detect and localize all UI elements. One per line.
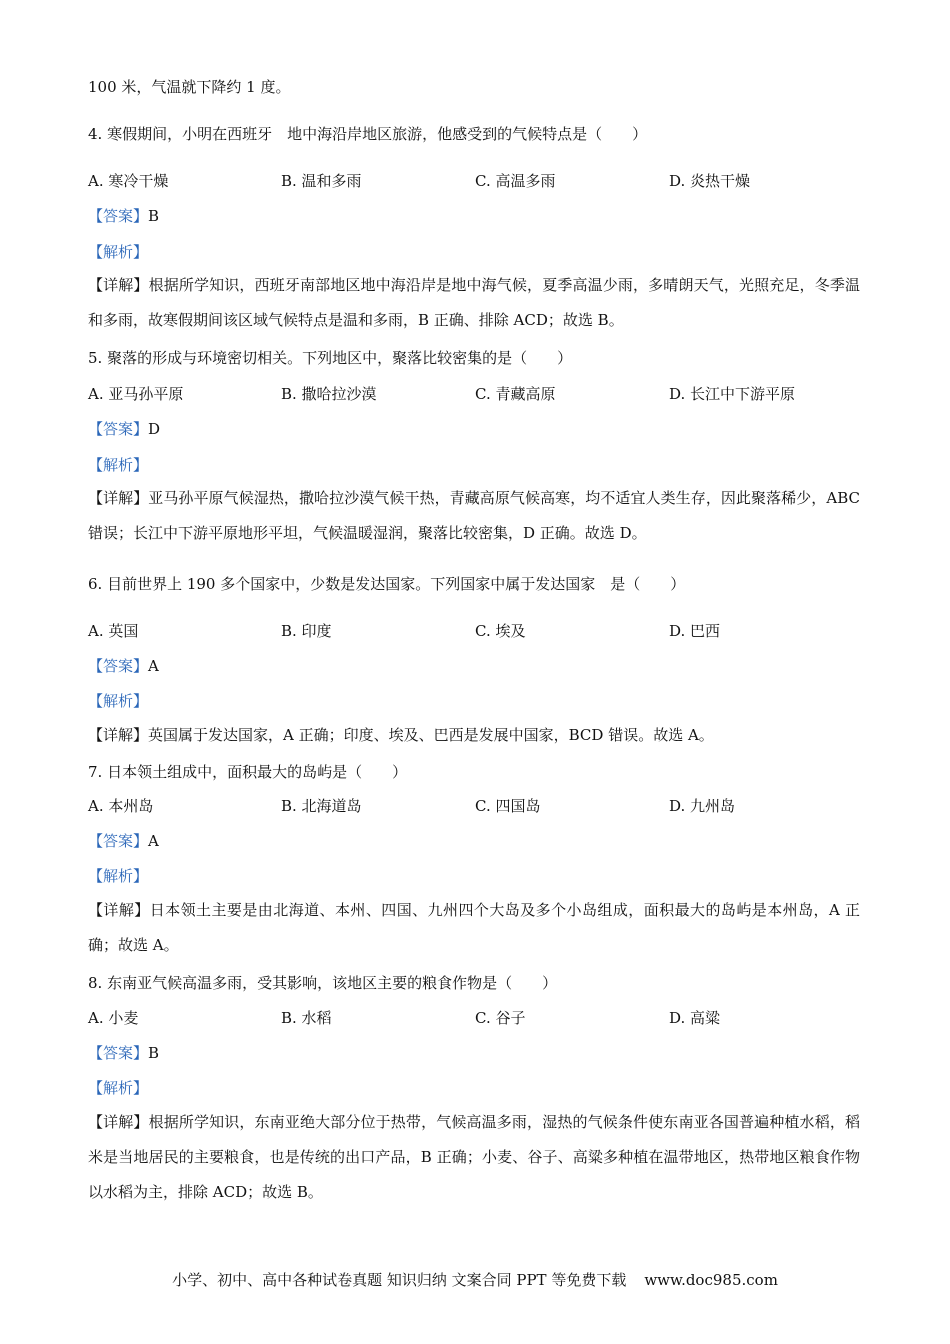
detail-tag: 【详解】 <box>88 726 149 744</box>
question-stem: 7. 日本领土组成中，面积最大的岛屿是（ ） <box>88 763 408 781</box>
option-b: B. 北海道岛 <box>281 797 362 815</box>
option-c: C. 青藏高原 <box>475 385 556 403</box>
answer-value: B <box>148 207 160 225</box>
options-row <box>88 171 868 191</box>
options-row <box>88 384 868 404</box>
option-a: A. 本州岛 <box>88 797 154 815</box>
answer-tag: 【答案】 <box>88 420 149 438</box>
option-b: B. 撒哈拉沙漠 <box>281 385 377 403</box>
answer-line <box>88 831 862 851</box>
page-footer <box>0 1270 950 1290</box>
options-row <box>88 796 868 816</box>
option-c: C. 埃及 <box>475 622 526 640</box>
detail-text: 日本领土主要是由北海道、本州、四国、九州四个大岛及多个小岛组成，面积最大的岛屿是本州岛，A 正确；故选 A。 <box>88 901 860 954</box>
option-d: D. 巴西 <box>669 622 721 640</box>
option-a: A. 英国 <box>88 622 139 640</box>
answer-line <box>88 656 862 676</box>
option-c: C. 四国岛 <box>475 797 541 815</box>
top-line: 100 米，气温就下降约 1 度。 <box>88 78 291 96</box>
answer-value: A <box>148 832 159 850</box>
answer-line <box>88 206 862 226</box>
answer-tag: 【答案】 <box>88 832 149 850</box>
footer-url[interactable]: www.doc985.com <box>644 1271 778 1289</box>
detail-text: 根据所学知识，西班牙南部地区地中海沿岸是地中海气候，夏季高温少雨，多晴朗天气，光照充足，冬季温和多雨，故寒假期间该区域气候特点是温和多雨，B 正确、排除 ACD；故选 B。 <box>88 276 860 329</box>
question-stem: 5. 聚落的形成与环境密切相关。下列地区中，聚落比较密集的是（ ） <box>88 349 573 367</box>
option-d: D. 九州岛 <box>669 797 736 815</box>
question-stem: 8. 东南亚气候高温多雨，受其影响，该地区主要的粮食作物是（ ） <box>88 974 558 992</box>
options-row <box>88 621 868 641</box>
footer-text: 小学、初中、高中各种试卷真题 知识归纳 文案合同 PPT 等免费下载 <box>172 1271 627 1289</box>
detail-paragraph <box>88 1105 860 1210</box>
detail-text: 亚马孙平原气候湿热，撒哈拉沙漠气候干热，青藏高原气候高寒，均不适宜人类生存，因此聚落稀少，ABC 错误；长江中下游平原地形平坦，气候温暖湿润，聚落比较密集，D 正确。故选 D。 <box>88 489 860 542</box>
answer-value: B <box>148 1044 160 1062</box>
analysis-tag: 【解析】 <box>88 243 149 261</box>
answer-tag: 【答案】 <box>88 657 149 675</box>
analysis-tag: 【解析】 <box>88 692 149 710</box>
detail-paragraph <box>88 718 860 753</box>
option-c: C. 高温多雨 <box>475 172 556 190</box>
question-stem: 4. 寒假期间，小明在西班牙 地中海沿岸地区旅游，他感受到的气候特点是（ ） <box>88 125 648 143</box>
detail-tag: 【详解】 <box>88 1113 149 1131</box>
detail-tag: 【详解】 <box>88 901 150 919</box>
answer-value: D <box>148 420 161 438</box>
detail-text: 根据所学知识，东南亚绝大部分位于热带，气候高温多雨，湿热的气候条件使东南亚各国普遍种植水稻，稻米是当地居民的主要粮食，也是传统的出口产品，B 正确；小麦、谷子、高粱多种植在温带地区，热带地区粮食作物以水稻为主，排除 ACD；故选 B。 <box>88 1113 860 1201</box>
detail-paragraph <box>88 268 860 338</box>
option-a: A. 小麦 <box>88 1009 139 1027</box>
option-b: B. 印度 <box>281 622 332 640</box>
option-b: B. 水稻 <box>281 1009 332 1027</box>
detail-tag: 【详解】 <box>88 276 149 294</box>
detail-paragraph <box>88 481 860 551</box>
question-stem: 6. 目前世界上 190 多个国家中，少数是发达国家。下列国家中属于发达国家 是（ ） <box>88 575 686 593</box>
options-row <box>88 1008 868 1028</box>
answer-tag: 【答案】 <box>88 1044 149 1062</box>
detail-tag: 【详解】 <box>88 489 149 507</box>
option-d: D. 炎热干燥 <box>669 172 751 190</box>
option-d: D. 长江中下游平原 <box>669 385 796 403</box>
analysis-tag: 【解析】 <box>88 1079 149 1097</box>
option-c: C. 谷子 <box>475 1009 526 1027</box>
answer-value: A <box>148 657 159 675</box>
option-a: A. 寒冷干燥 <box>88 172 169 190</box>
option-b: B. 温和多雨 <box>281 172 362 190</box>
option-a: A. 亚马孙平原 <box>88 385 184 403</box>
detail-text: 英国属于发达国家，A 正确；印度、埃及、巴西是发展中国家，BCD 错误。故选 A。 <box>148 726 714 744</box>
analysis-tag: 【解析】 <box>88 456 149 474</box>
answer-line <box>88 1043 862 1063</box>
answer-line <box>88 419 862 439</box>
analysis-tag: 【解析】 <box>88 867 149 885</box>
detail-paragraph <box>88 893 860 963</box>
option-d: D. 高粱 <box>669 1009 721 1027</box>
answer-tag: 【答案】 <box>88 207 149 225</box>
